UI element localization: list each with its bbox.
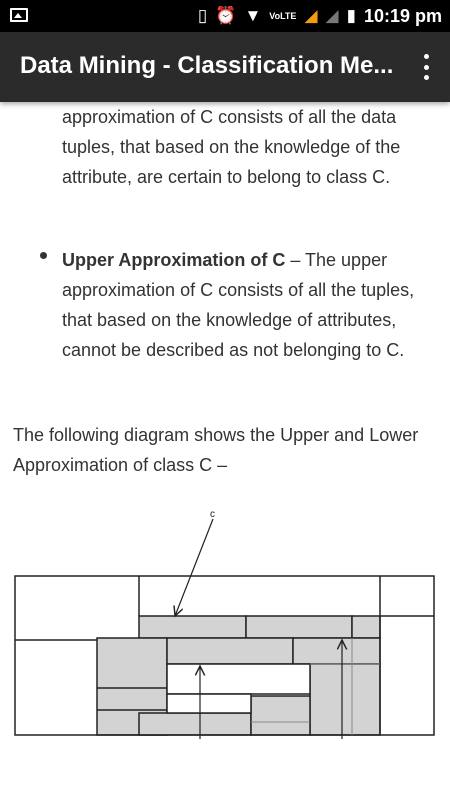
lower-approx-text: approximation of C consists of all the data tuples, that based on the knowledge of the attribute, are certain to belong to class C. [62,107,401,187]
status-icons [198,0,442,32]
page-title: Data Mining - Classification Me... [20,52,394,79]
bullet-point [40,252,47,259]
shaded-cell [251,696,310,735]
app-bar [0,32,450,102]
status-bar [0,0,450,32]
signal-icon-2: ◢ [325,6,339,25]
shaded-cell [293,638,380,664]
shaded-cell [139,713,251,735]
alarm-icon: ⏰ [215,6,237,25]
approximation-diagram [0,492,450,800]
shaded-cell [139,616,246,638]
overflow-menu-icon[interactable] [418,54,434,80]
shaded-cell [310,664,380,735]
shaded-cell [246,616,352,638]
shaded-cell [352,616,380,638]
upper-approx-desc: – The upper approximation of C consists of all the tuples, that based on the knowledge of attributes, cannot be described as not belonging to C. [62,250,415,360]
image-icon [10,8,28,22]
white-cell [167,664,310,694]
signal-icon: ◢ [304,6,318,25]
upper-approx-item [62,245,432,365]
article-content[interactable] [0,102,450,800]
wifi-icon: ▼ [244,6,262,25]
diagram-intro-text: The following diagram shows the Upper and Lower Approximation of class C – [13,425,419,475]
vibrate-icon: ▯ [197,6,208,25]
shaded-cell [167,638,293,664]
upper-approx-term: Upper Approximation of C [62,250,286,270]
class-c-label: c [210,509,215,520]
network-label: VoLTE [269,11,297,21]
battery-icon: ▮ [346,6,356,25]
white-cell [167,694,251,713]
status-time: 10:19 pm [363,5,442,26]
